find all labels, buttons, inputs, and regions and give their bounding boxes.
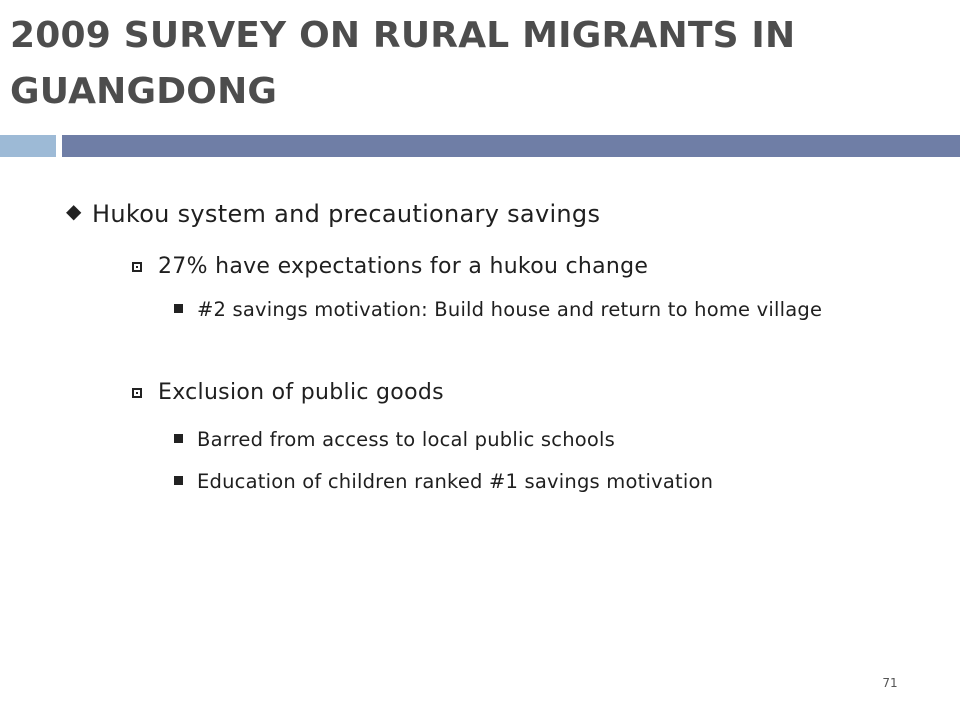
bullet-level3-education bbox=[174, 466, 874, 498]
filled-square-bullet-icon bbox=[174, 434, 183, 443]
hollow-square-bullet-icon bbox=[132, 262, 142, 272]
bullet-level3-text: Barred from access to local public schools bbox=[197, 428, 616, 451]
filled-square-bullet-icon bbox=[174, 476, 183, 485]
bullet-level3-build-house bbox=[174, 294, 874, 326]
bullet-level3-public-schools bbox=[174, 424, 874, 456]
slide-number: 71 bbox=[882, 676, 898, 690]
bullet-level2-text: Exclusion of public goods bbox=[158, 380, 444, 405]
hollow-square-bullet-icon bbox=[132, 388, 142, 398]
bullet-level3-text: Education of children ranked #1 savings motivation bbox=[197, 470, 714, 493]
bullet-level2-text: 27% have expectations for a hukou change bbox=[158, 254, 649, 279]
bullet-level2-public-goods bbox=[132, 376, 912, 410]
bullet-level1 bbox=[66, 196, 926, 232]
diamond-bullet-icon: ◆ bbox=[66, 199, 82, 223]
filled-square-bullet-icon bbox=[174, 304, 183, 313]
bullet-level1-text: Hukou system and precautionary savings bbox=[92, 200, 601, 228]
slide-title: 2009 SURVEY ON RURAL MIGRANTS IN GUANGDONG bbox=[10, 15, 796, 112]
bullet-level2-hukou-change bbox=[132, 250, 912, 284]
bullet-level3-text: #2 savings motivation: Build house and return to home village bbox=[197, 298, 823, 321]
